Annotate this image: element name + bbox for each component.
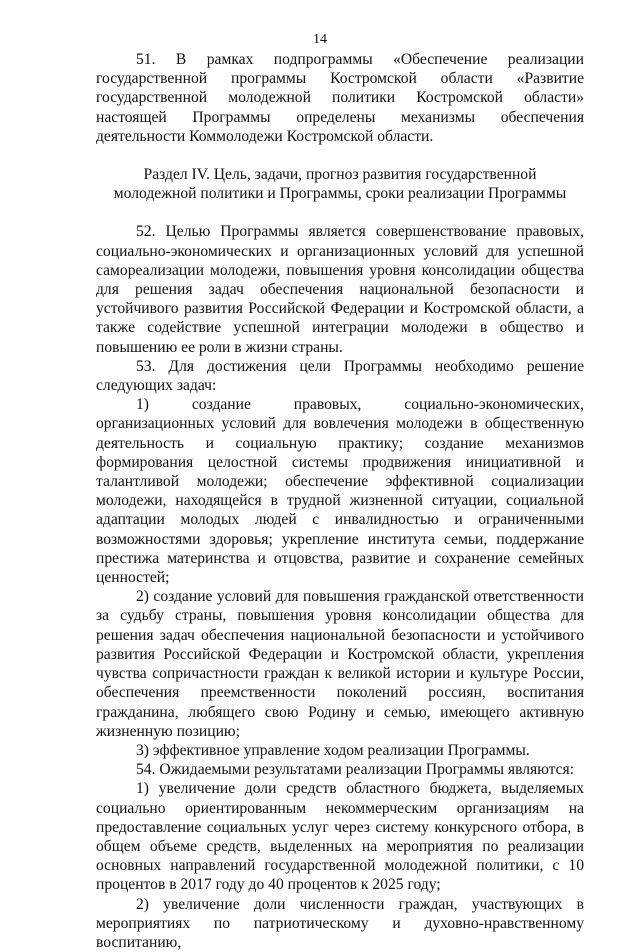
result-item-2: 2) увеличение доли численности граждан, участвующих в мероприятиях по патриотическому и духовно-нравственному воспитанию, [96,895,584,951]
section-heading [96,165,584,203]
section-heading-line-2: молодежной политики и Программы, сроки реализации Программы [113,185,567,203]
paragraph-52: 52. Целью Программы является совершенствование правовых, социально-экономических и организационных условий для успешной самореализации молодежи, повышения уровня консолидации общества для решения задач обеспечения национальной безопасности и устойчивого развития Российской Федерации и Костромской области, а также содействие успешной интеграции молодежи в общество и повышению ее роли в жизни страны. [96,223,584,356]
task-item-2: 2) создание условий для повышения гражданской ответственности за судьбу страны, повышения уровня консолидации общества для решения задач обеспечения национальной безопасности и устойчивого развития Российской Федерации и Костромской области, укрепления чувства сопричастности граждан к великой истории и культуре России, обеспечения преемственности поколений россиян, воспитания гражданина, любящего свою Родину и семью, имеющего активную жизненную позицию; [96,588,584,740]
paragraph-53: 53. Для достижения цели Программы необходимо решение следующих задач: [96,357,584,395]
section-heading-line-1: Раздел IV. Цель, задачи, прогноз развития государственной [143,166,537,184]
document-body [96,50,584,952]
page-number: 14 [313,32,327,47]
paragraph-54: 54. Ожидаемыми результатами реализации Программы являются: [136,761,575,779]
result-item-1: 1) увеличение доли средств областного бюджета, выделяемых социально ориентированным некоммерческим организациям на предоставление социальных услуг через систему конкурсного отбора, в общем объеме средств, выделенных на мероприятия по реализации основных направлений государственной молодежной политики, с 10 процентов в 2017 году до 40 процентов к 2025 году; [96,780,584,894]
task-item-3: 3) эффективное управление ходом реализации Программы. [136,741,530,759]
paragraph-51: 51. В рамках подпрограммы «Обеспечение реализации государственной программы Костромской области «Развитие государственной молодежной политики Костромской области» настоящей Программы определены механизмы обеспечения деятельности Коммолодежи Костромской области. [96,51,584,145]
task-item-1: 1) создание правовых, социально-экономических, организационных условий для вовлечения молодежи в общественную деятельность и социальную практику; создание механизмов формирования целостной системы продвижения инициативной и талантливой молодежи; обеспечение эффективной социализации молодежи, находящейся в трудной жизненной ситуации, социальной адаптации молодых людей с инвалидностью и ограниченными возможностями здоровья; укрепление института семьи, поддержание престижа материнства и отцовства, развитие и сохранение семейных ценностей; [96,396,584,587]
